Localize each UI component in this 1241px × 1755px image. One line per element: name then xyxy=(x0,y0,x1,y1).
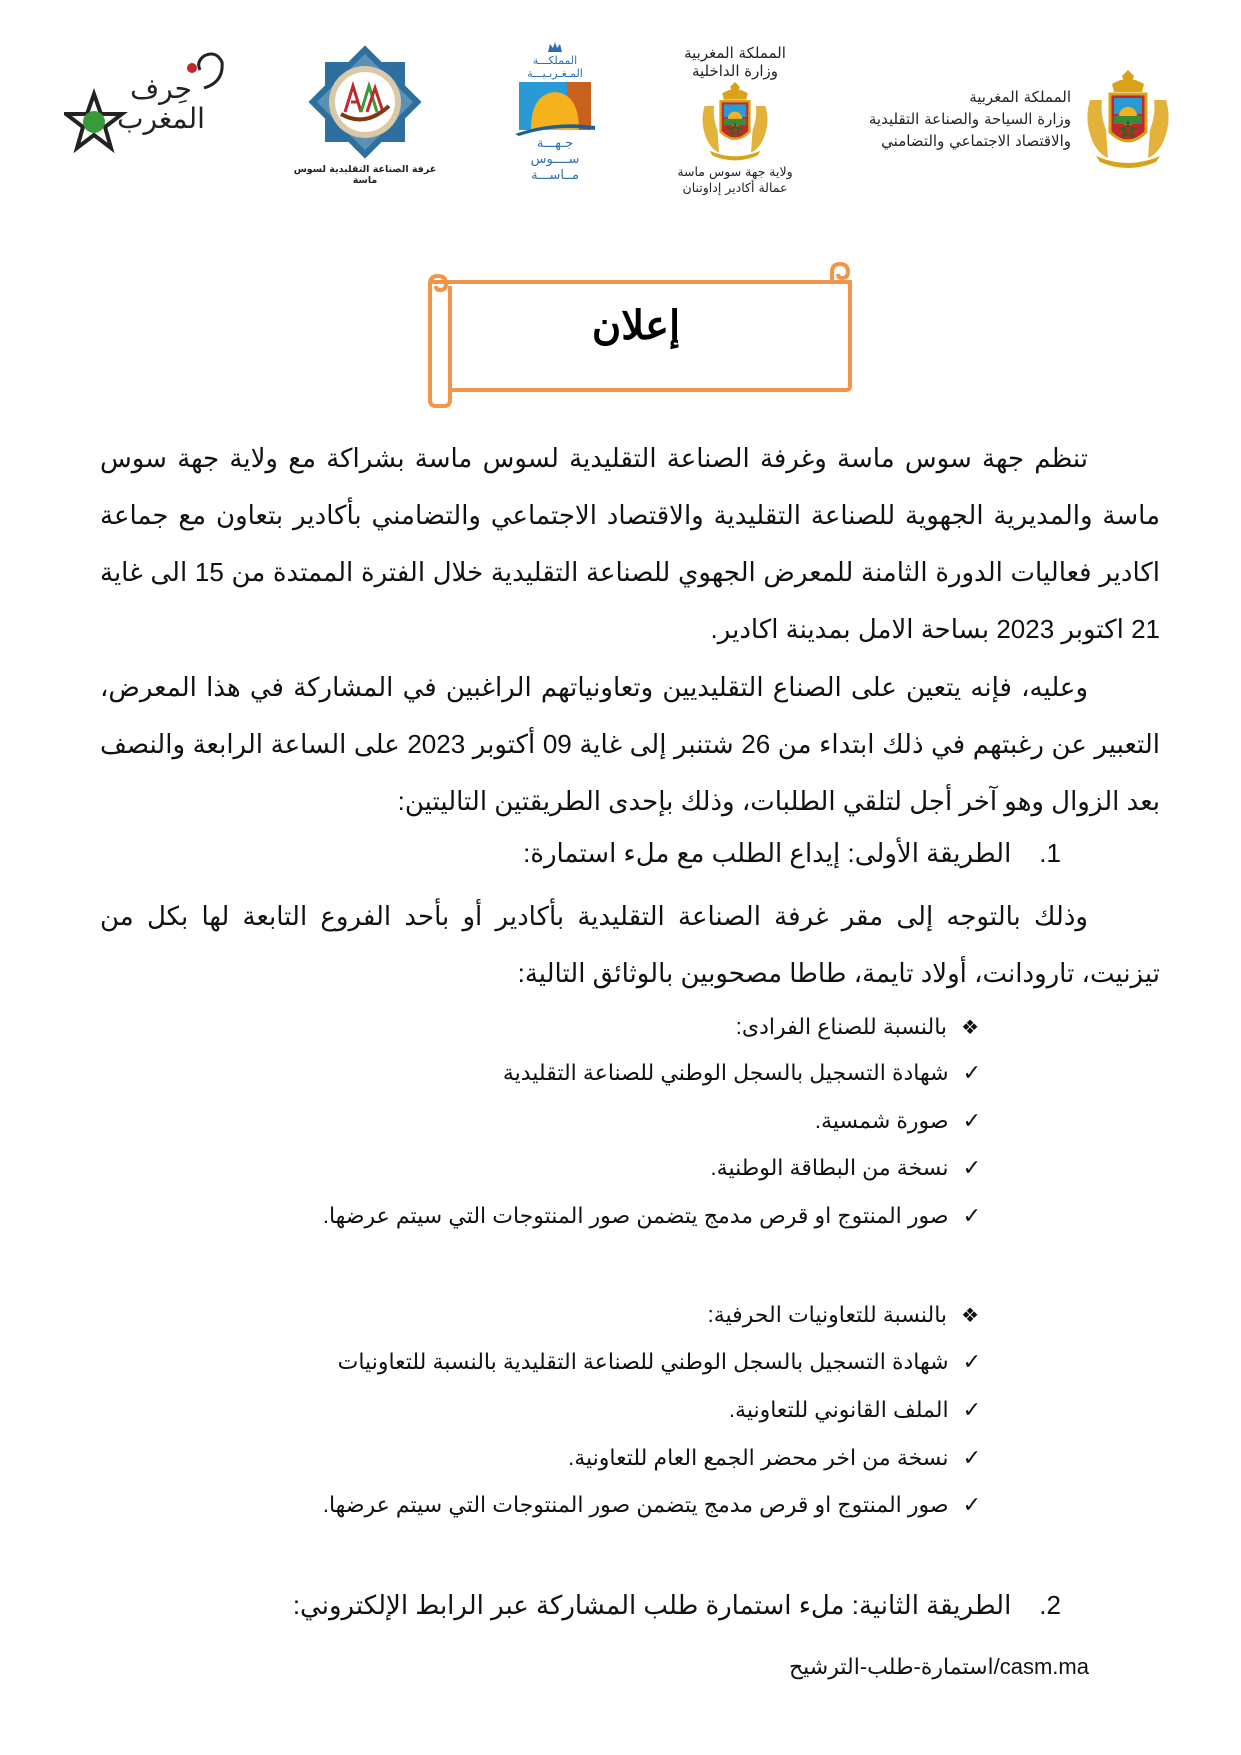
method-2-title: الطريقة الثانية: ملء استمارة طلب المشاركة عبر الرابط الإلكتروني: xyxy=(292,1590,1012,1620)
checkmark-icon: ✓ xyxy=(962,1492,981,1517)
method-1-heading xyxy=(523,838,1061,869)
document-item xyxy=(711,1155,981,1181)
star-tile-emblem-icon xyxy=(307,44,423,160)
document-item-text: صور المنتوج او قرص مدمج يتضمن صور المنتوجات التي سيتم عرضها. xyxy=(322,1492,949,1517)
ministry-name-line-2: والاقتصاد الاجتماعي والتضامني xyxy=(881,132,1071,150)
document-item xyxy=(815,1108,981,1134)
group-individual-heading xyxy=(736,1014,979,1040)
method-1-title: الطريقة الأولى: إيداع الطلب مع ملء استمارة: xyxy=(523,838,1012,868)
checkmark-icon: ✓ xyxy=(962,1060,981,1085)
ministry-kingdom-line: المملكة المغربية xyxy=(969,88,1071,106)
second-paragraph: وعليه، فإنه يتعين على الصناع التقليديين وتعاونياتهم الراغبين في المشاركة في هذا المعرض، التعبير عن رغبتهم في ذلك ابتداء من 26 شتنبر إلى غاية 09 أكتوبر 2023 على الساعة الرابعة والنصف بعد الزوال وهو آخر أجل لتلقي الطلبات، وذلك بإحدى الطريقتين التاليتين: xyxy=(100,672,1160,816)
prefecture-line: عمالة أكادير إداوتنان xyxy=(682,180,788,195)
group-heading-text: بالنسبة للتعاونيات الحرفية: xyxy=(707,1302,948,1327)
coat-of-arms-icon xyxy=(690,82,780,162)
document-item xyxy=(338,1349,981,1375)
document-item-text: شهادة التسجيل بالسجل الوطني للصناعة التقليدية بالنسبة للتعاونيات xyxy=(337,1349,949,1374)
checkmark-icon: ✓ xyxy=(962,1203,981,1228)
hiraf-logo-line-1: حِرف xyxy=(130,72,192,105)
method-1-number: 1. xyxy=(1039,838,1061,868)
interior-kingdom-line: المملكة المغربية xyxy=(684,44,786,62)
group-heading-text: بالنسبة للصناع الفرادى: xyxy=(735,1014,948,1039)
ministry-heading xyxy=(811,86,1071,152)
announcement-title: إعلان xyxy=(591,302,681,349)
document-item-text: الملف القانوني للتعاونية. xyxy=(728,1397,949,1422)
ministry-name-line: وزارة السياحة والصناعة التقليدية xyxy=(868,110,1071,128)
region-logo-line-4: ســــوس xyxy=(530,152,580,167)
document-item xyxy=(323,1203,981,1229)
coat-of-arms-icon xyxy=(1082,70,1174,170)
interior-ministry-logo xyxy=(660,44,810,204)
royal-coat-of-arms-logo xyxy=(1082,70,1174,170)
document-item-text: شهادة التسجيل بالسجل الوطني للصناعة التقليدية xyxy=(502,1060,949,1085)
checkmark-icon: ✓ xyxy=(962,1349,981,1374)
document-item-text: صورة شمسية. xyxy=(814,1108,949,1133)
crown-icon xyxy=(546,40,564,54)
chamber-logo-caption: غرفة الصناعة التقليدية لسوس ماسة xyxy=(293,164,437,186)
method-1-description: وذلك بالتوجه إلى مقر غرفة الصناعة التقليدية بأكادير أو بأحد الفروع التابعة لها بكل من تيزنيت، تارودانت، أولاد تايمة، طاطا مصحوبين بالوثائق التالية: xyxy=(100,901,1160,988)
region-logo-line-3: جـهـــة xyxy=(536,136,574,151)
checkmark-icon: ✓ xyxy=(962,1397,981,1422)
checkmark-icon: ✓ xyxy=(962,1445,981,1470)
sunrise-emblem-icon xyxy=(515,82,595,136)
registration-link[interactable]: casm.ma/استمارة-طلب-الترشيح xyxy=(788,1654,1089,1679)
hiraf-al-maghrib-logo xyxy=(64,52,234,162)
checkmark-icon: ✓ xyxy=(962,1108,981,1133)
region-logo-line-5: مــاســـة xyxy=(531,168,579,183)
wilaya-line: ولاية جهة سوس ماسة xyxy=(677,164,793,179)
document-item-text: نسخة من البطاقة الوطنية. xyxy=(710,1155,949,1180)
region-logo-line-1: المملكـــة xyxy=(532,54,578,67)
region-logo-line-2: المـغـربـيـــة xyxy=(527,67,583,80)
document-item-text: نسخة من اخر محضر الجمع العام للتعاونية. xyxy=(568,1445,949,1470)
group-cooperatives-heading xyxy=(708,1302,979,1328)
document-item xyxy=(729,1397,981,1423)
diamond-bullet-icon: ❖ xyxy=(961,1305,979,1327)
chamber-of-crafts-logo xyxy=(290,44,440,190)
document-item xyxy=(568,1445,981,1471)
method-2-heading xyxy=(293,1590,1061,1621)
document-item xyxy=(323,1492,981,1518)
hiraf-logo-line-2: المغرب xyxy=(117,102,205,135)
announcement-banner xyxy=(416,262,856,408)
document-item xyxy=(503,1060,981,1086)
intro-paragraph: تنظم جهة سوس ماسة وغرفة الصناعة التقليدية لسوس ماسة بشراكة مع ولاية جهة سوس ماسة والمديرية الجهوية للصناعة التقليدية والاقتصاد الاجتماعي والتضامني بأكادير بتعاون مع جماعة اكادير فعاليات الدورة الثامنة للمعرض الجهوي للصناعة التقليدية خلال الفترة الممتدة من 15 الى غاية 21 اكتوبر 2023 بساحة الامل بمدينة اكادير. xyxy=(100,443,1160,644)
checkmark-icon: ✓ xyxy=(962,1155,981,1180)
souss-massa-region-logo xyxy=(510,40,600,190)
document-item-text: صور المنتوج او قرص مدمج يتضمن صور المنتوجات التي سيتم عرضها. xyxy=(322,1203,949,1228)
method-2-number: 2. xyxy=(1039,1590,1061,1620)
interior-ministry-line: وزارة الداخلية xyxy=(691,62,779,80)
diamond-bullet-icon: ❖ xyxy=(961,1017,979,1039)
